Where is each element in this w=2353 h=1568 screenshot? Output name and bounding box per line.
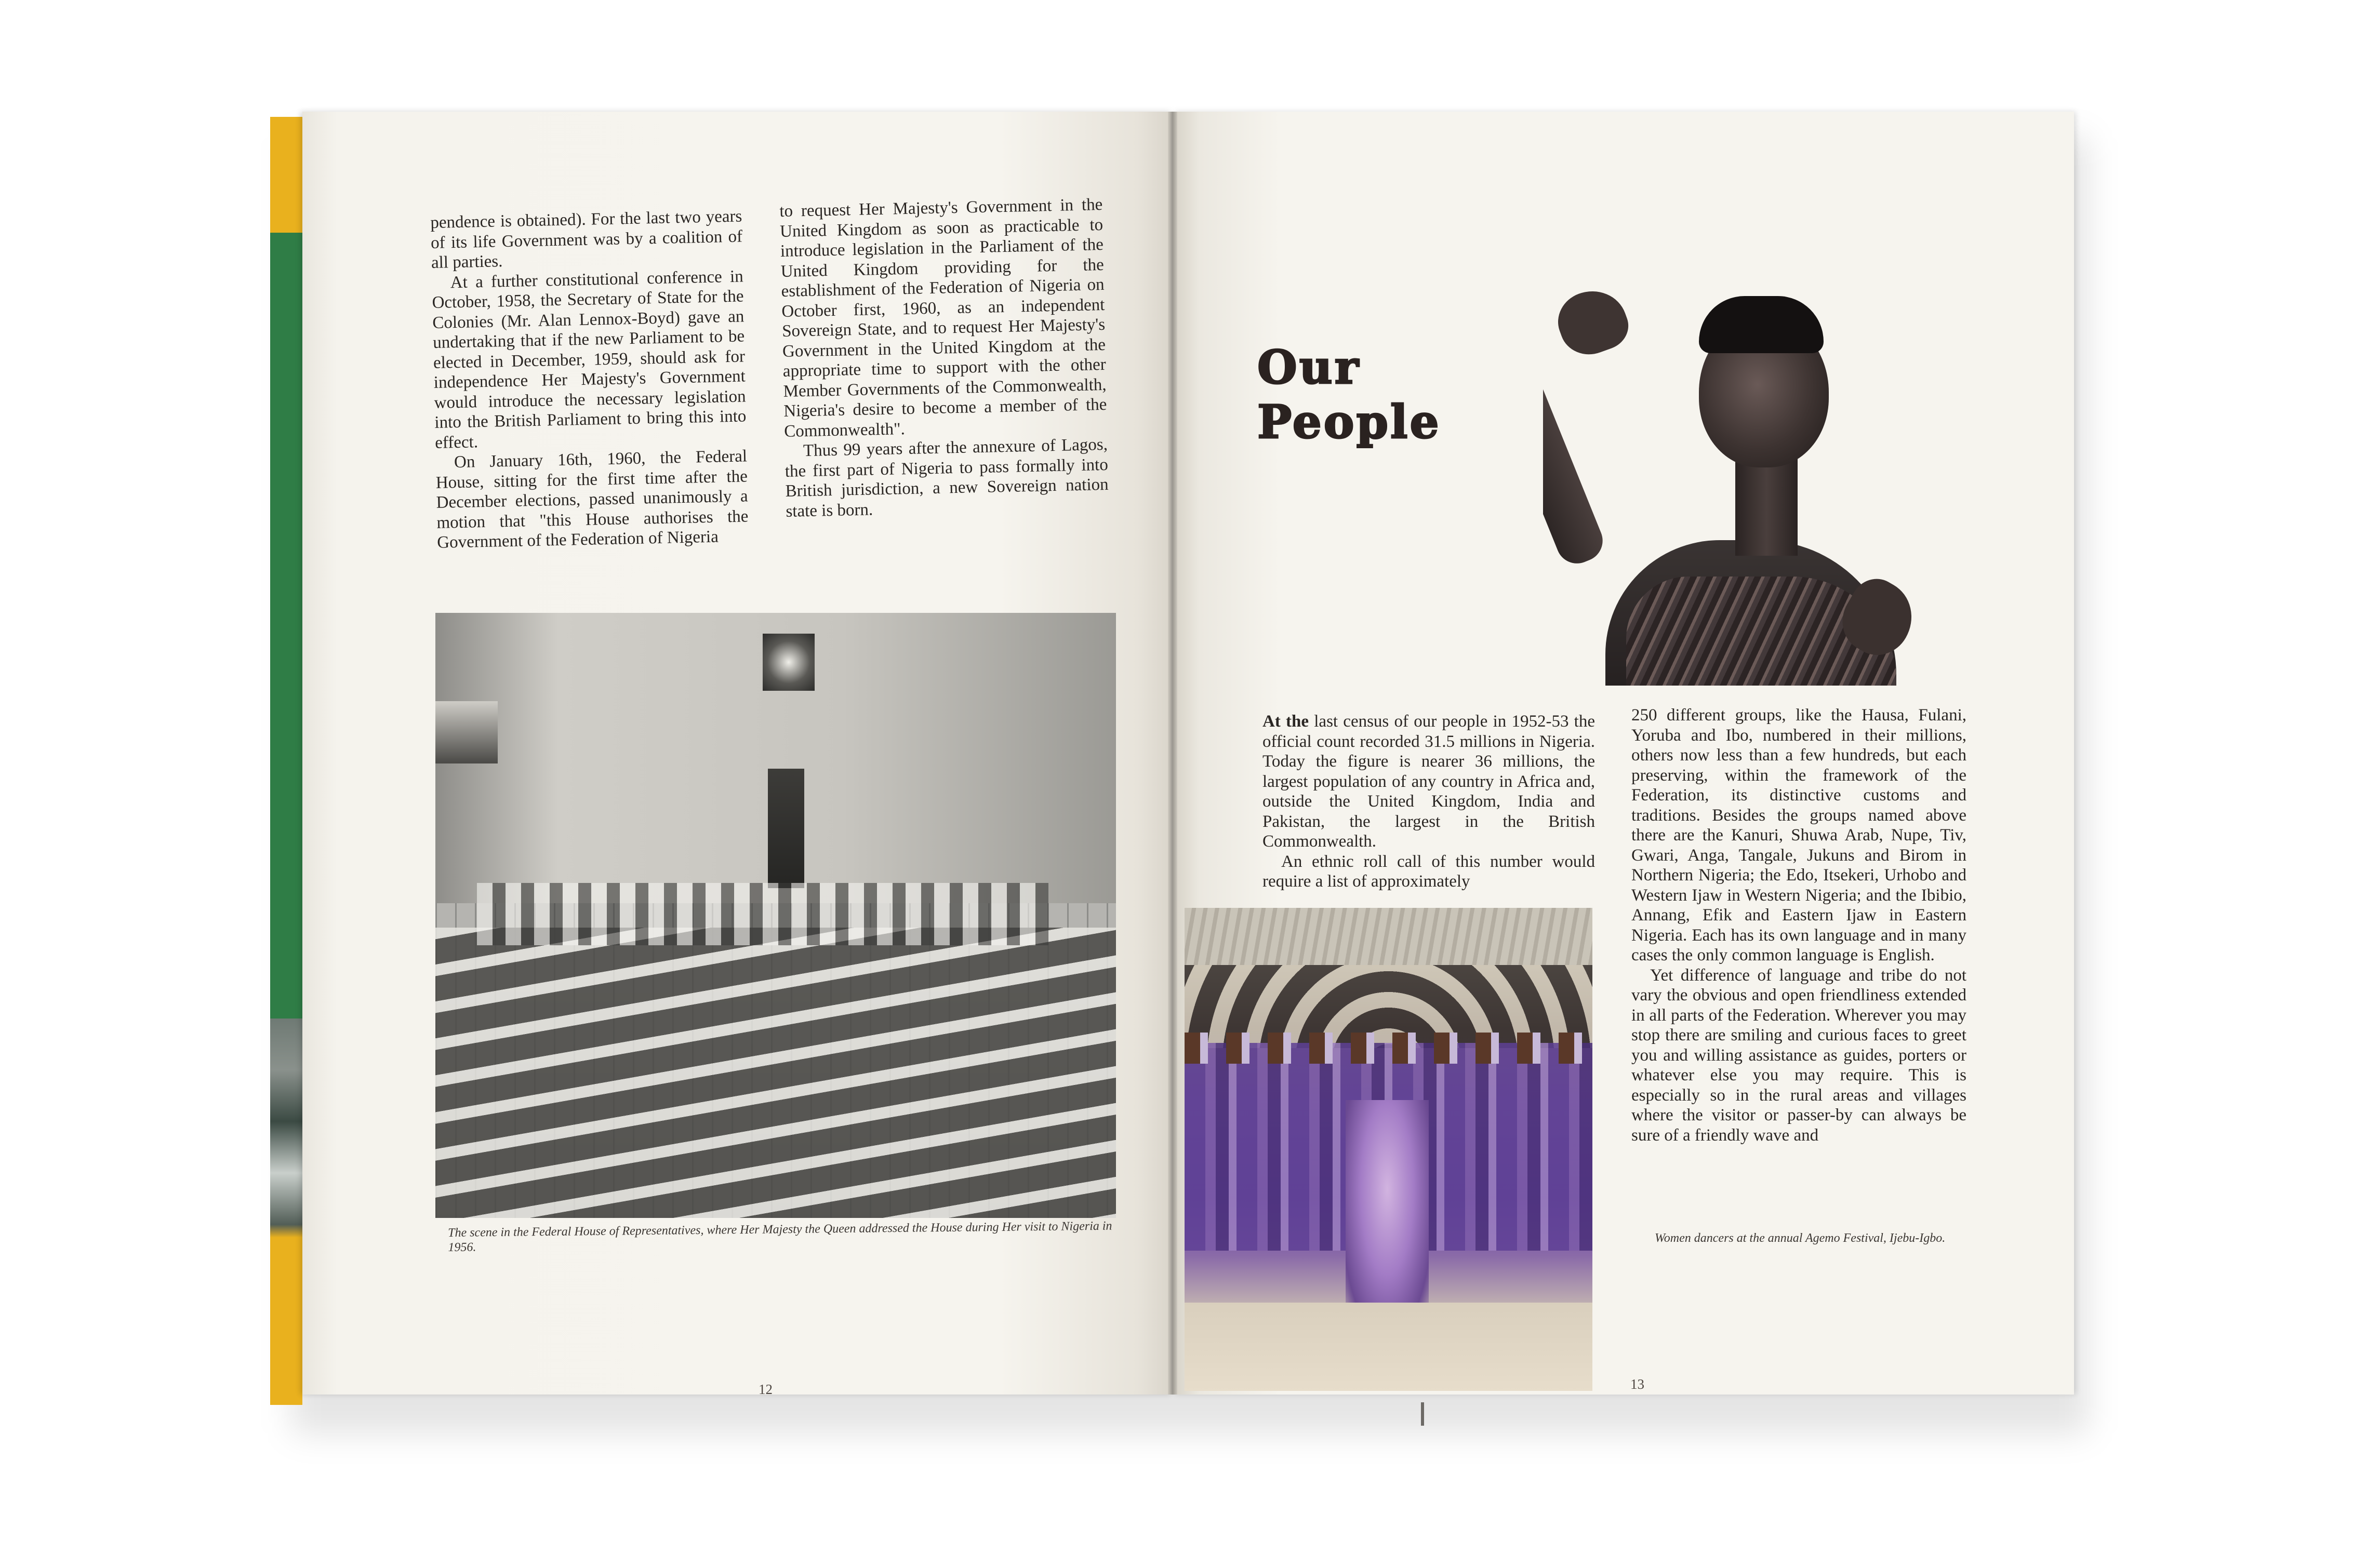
paragraph: pendence is obtained). For the last two years of its life Government was by a coalition of all parties. xyxy=(430,207,743,272)
paragraph: to request Her Majesty's Government in the United Kingdom as soon as practicable to introduce legislation in the Parliament of the United Kingdom providing for the establishment of the Federation of Nigeria on October first, 1960, as an independent Sovereign State, and to request Her Majesty's Government in the United Kingdom at the appropriate time to support with the other Member Governments of the Commonwealth, Nigeria's desire to become a member of the Commonwealth". xyxy=(779,195,1107,441)
lead-dancer xyxy=(1346,1100,1429,1323)
section-heading xyxy=(1257,340,1441,449)
raised-arm xyxy=(1543,326,1609,569)
raised-hand xyxy=(1550,291,1634,363)
paragraph xyxy=(1262,712,1595,852)
paragraph: 250 different groups, like the Hausa, Fulani, Yoruba and Ibo, numbered in their millions, others now less than a few hundreds, but each preserving, within the framework of the Federation, its distinctive customs and traditions. Besides the groups named above there are the Kanuri, Shuwa Arab, Nupe, Tiv, Gwari, Anga, Tangale, Jukuns and Birom in Northern Nigeria; the Edo, Itsekeri, Urhobo and Western Ijaw in Western Nigeria; and the Ibibio, Annang, Efik and Eastern Ijaw in Eastern Nigeria. Each has its own language and in many cases the only common language is English. xyxy=(1631,706,1966,964)
paragraph: Thus 99 years after the annexure of Lagos, the first part of Nigeria to pass formally into British jurisdiction, a new Sovereign nation state is born. xyxy=(785,435,1109,521)
lead-in: At the xyxy=(1262,712,1309,731)
parliament-photo-caption: The scene in the Federal House of Representatives, where Her Majesty the Queen addressed the House during Her visit to Nigeria in 1956. xyxy=(448,1219,1112,1254)
chamber-benches xyxy=(435,928,1116,1218)
paragraph-text: last census of our people in 1952-53 the official count recorded 31.5 millions in Nigeria. Today the figure is nearer 36 millions, the largest population of any country in Africa and, outside the United Kingdom, India and Pakistan, the largest in the British Commonwealth. xyxy=(1262,712,1595,851)
paragraph: Yet difference of language and tribe do not vary the obvious and open friendliness extended in all parts of the Federation. Wherever you may stop there are smiling and curious faces to greet you and willing assistance as guides, porters or whatever else you may require. This is especially so in the rural areas and villages where the visitor or passer-by can always be sure of a friendly wave and xyxy=(1631,966,1966,1145)
public-gallery xyxy=(435,701,498,763)
paragraph: At a further constitutional conference in October, 1958, the Secretary of State for the Colonies (Mr. Alan Lennox-Boyd) gave an undertaking that if the new Parliament to be elected in December, 1959, should ask for independence Her Majesty's Government would introduce the necessary legislation into the British Parliament to bring this into effect. xyxy=(432,266,747,452)
hair xyxy=(1699,296,1824,353)
paragraph: An ethnic roll call of this number would require a list of approximately xyxy=(1262,852,1595,891)
parliament-photo xyxy=(435,613,1116,1218)
dancers-photo-caption: Women dancers at the annual Agemo Festival, Ijebu-Igbo. xyxy=(1655,1231,1946,1245)
book-gutter xyxy=(1168,112,1177,1395)
left-page-column-2 xyxy=(779,195,1109,521)
festival-dancers-photo xyxy=(1185,908,1592,1391)
speaker-chair xyxy=(768,769,804,888)
page-number-left: 12 xyxy=(759,1382,773,1397)
left-page-column-1 xyxy=(430,206,749,553)
right-page-column-2 xyxy=(1631,705,1966,1145)
thatched-roof xyxy=(1185,908,1592,965)
heading-line: Our xyxy=(1257,340,1361,394)
book-spine xyxy=(270,117,302,1405)
binding-stitch xyxy=(1421,1402,1424,1426)
heading-line: People xyxy=(1257,395,1441,449)
paragraph: On January 16th, 1960, the Federal House, sitting for the first time after the December elections, passed unanimously a motion that "this House authorises the Government of the Federation of Nigeria xyxy=(435,447,749,552)
woman-portrait-photo xyxy=(1543,291,1948,686)
right-page-column-1 xyxy=(1262,712,1595,892)
coat-of-arms xyxy=(763,634,815,691)
crowd-heads xyxy=(1185,1033,1592,1064)
page-number-right: 13 xyxy=(1630,1376,1644,1392)
seated-dignitaries xyxy=(477,883,1048,945)
courtyard-ground xyxy=(1185,1303,1592,1391)
